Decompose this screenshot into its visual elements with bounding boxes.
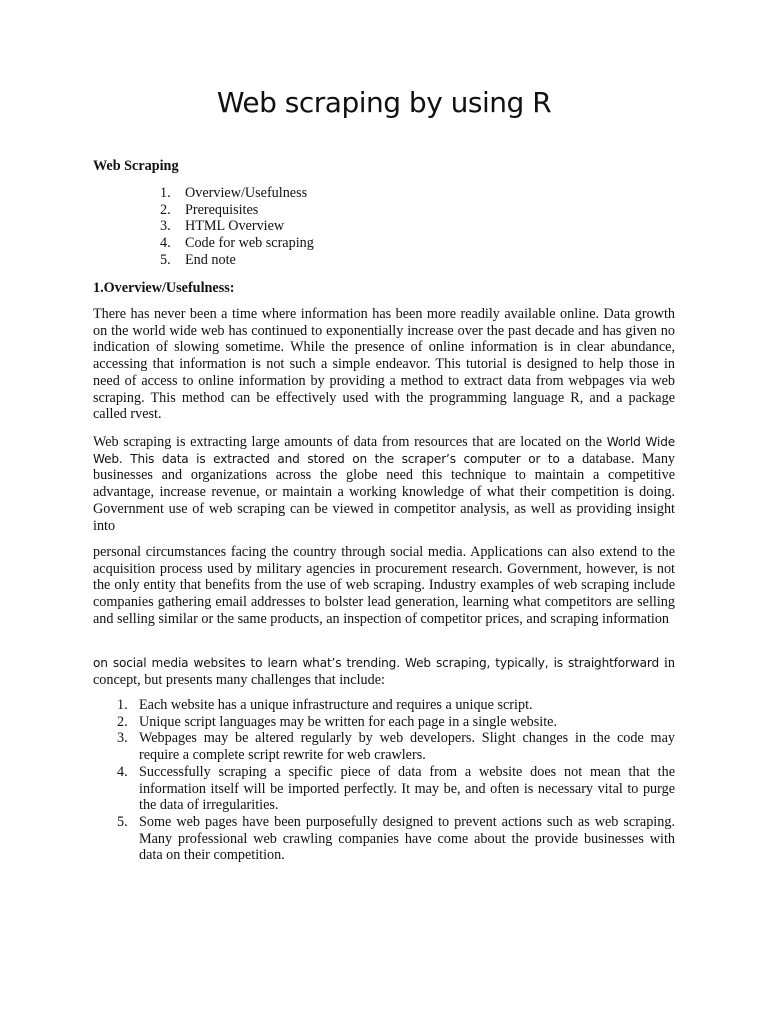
web-scraping-heading: Web Scraping xyxy=(93,158,179,174)
overview-heading: 1.Overview/Usefulness: xyxy=(93,280,235,296)
paragraph-intro: There has never been a time where information has been more readily available online. Data growth on the world wide web has continued to exponentially increase over the past decade and has given no indication of slowing sometime. While the presence of online information is in clear abundance, accessing that information is not such a simple endeavor. This tutorial is designed to help those in need of access to online information by providing a method to extract data from webpages via web scraping. This method can be effectively used with the programming language R, and a package called rvest. xyxy=(93,306,675,423)
toc-item: 3. HTML Overview xyxy=(160,218,285,235)
toc-item: 5. End note xyxy=(160,251,236,268)
paragraph-applications: personal circumstances facing the country through social media. Applications can also extend to the acquisition process used by military agencies in procurement research. Government, however, is not the only entity that benefits from the use of web scraping. Industry examples of web scraping include companies gathering email addresses to bolster lead generation, learning what competitors are selling and selling similar or the same products, an inspection of competitor prices, and scraping information xyxy=(93,544,675,627)
toc-item: 1. Overview/Usefulness xyxy=(160,185,308,201)
toc-item: 4. Code for web scraping xyxy=(160,235,314,252)
list-item: 3. Webpages may be altered regularly by web developers. Slight changes in the code may require a complete script rewrite for web crawlers. xyxy=(117,730,675,764)
challenges-list xyxy=(93,697,675,864)
paragraph-definition: Web scraping is extracting large amounts of data from resources that are located on the World Wide Web. This data is extracted and stored on the scraper’s computer or to a database. Many businesses and organizations across the globe need this technique to maintain a competitive advantage, increase revenue, or maintain a working knowledge of what their competition is doing. Government use of web scraping can be viewed in competitor analysis, as well as providing insight into xyxy=(93,434,676,534)
list-item: 2. Unique script languages may be written for each page in a single website. xyxy=(117,713,557,730)
toc-item: 2. Prerequisites xyxy=(160,201,259,218)
paragraph-challenges-intro: on social media websites to learn what’s trending. Web scraping, typically, is straightforward in concept, but presents many challenges that include: xyxy=(93,655,675,688)
table-of-contents xyxy=(160,185,314,268)
list-item: 5. Some web pages have been purposefully designed to prevent actions such as web scraping. Many professional web crawling companies have come about the provide businesses with data on their competition. xyxy=(117,813,675,864)
list-item: 4. Successfully scraping a specific piece of data from a website does not mean that the information itself will be imported perfectly. It may be, and often is necessary vital to purge the data of irregularities. xyxy=(117,763,675,814)
list-item: 1. Each website has a unique infrastructure and requires a unique script. xyxy=(117,697,533,713)
document-title: Web scraping by using R xyxy=(216,86,552,119)
